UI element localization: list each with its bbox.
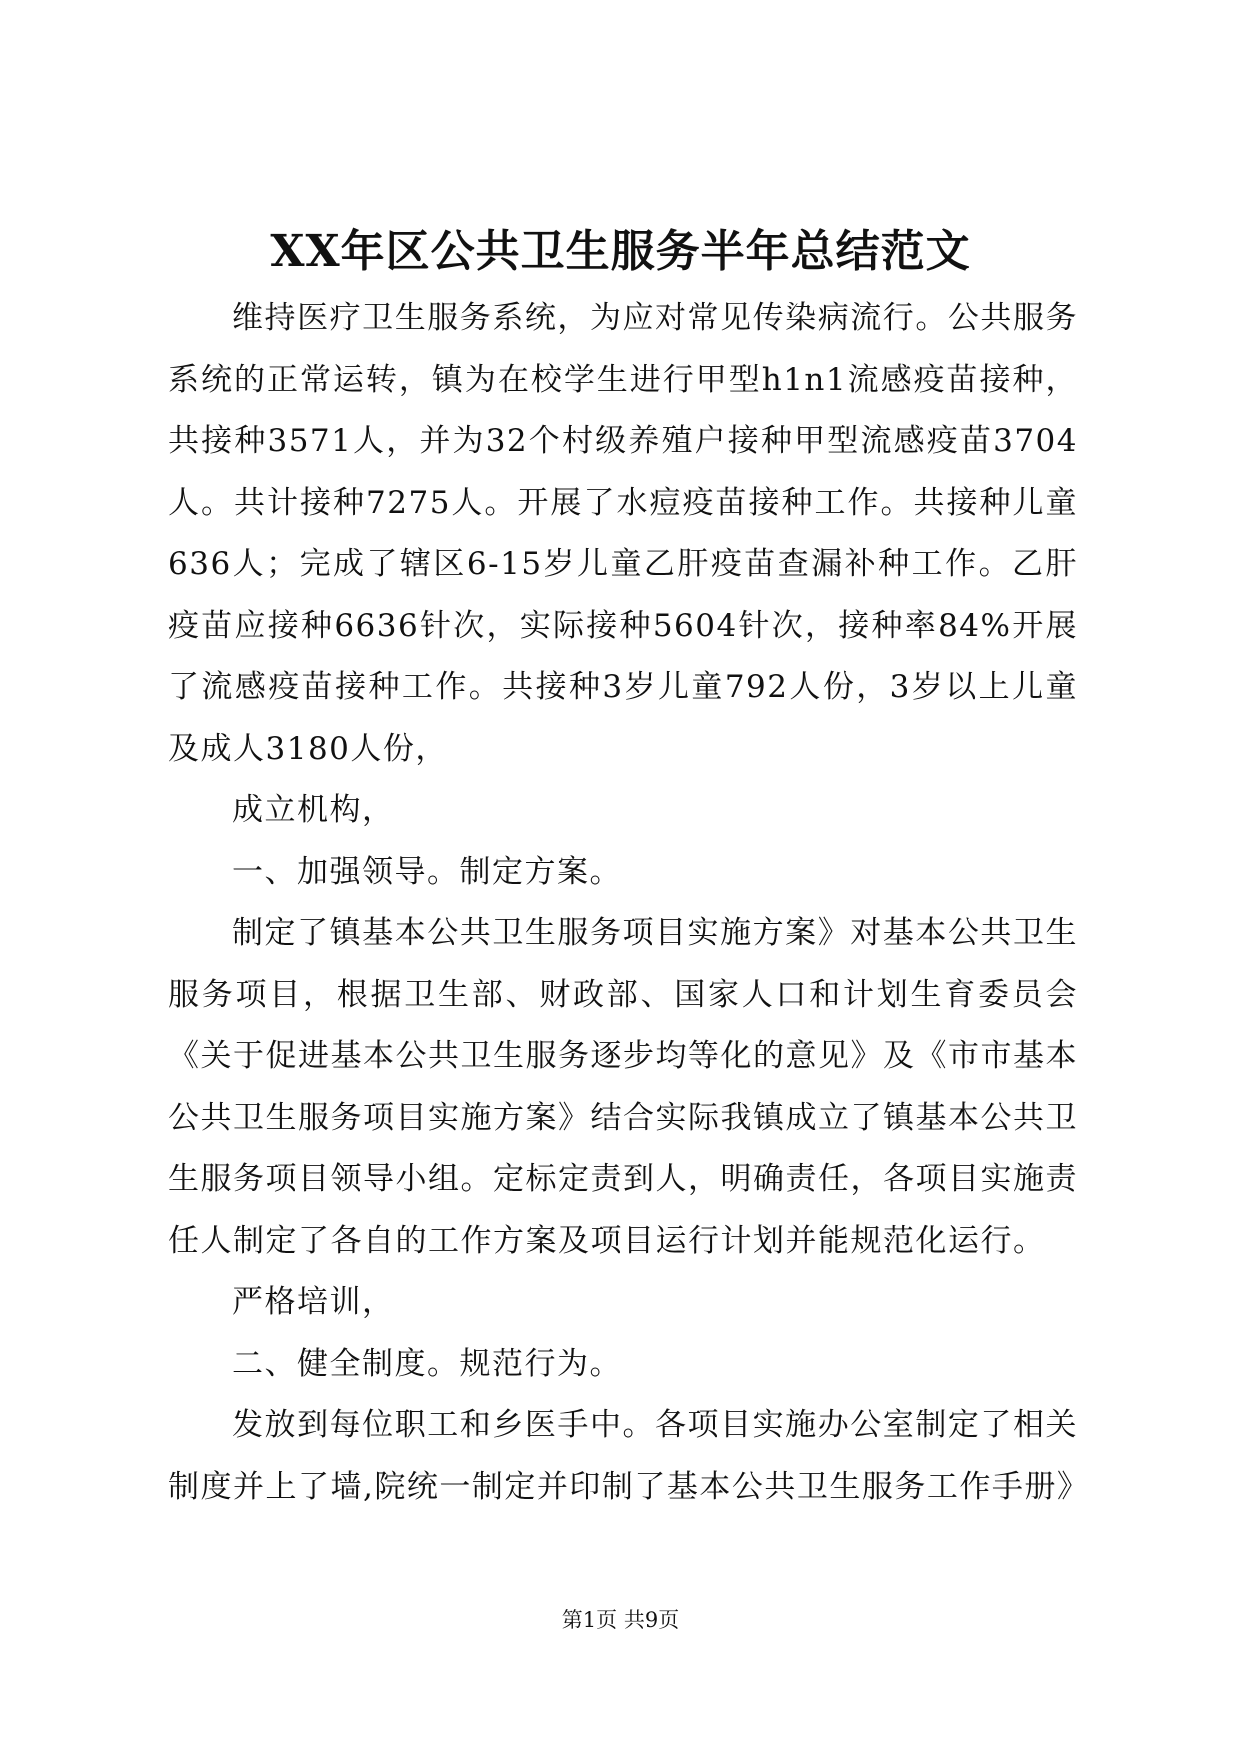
section-heading-systems: 二、健全制度。规范行为。 bbox=[232, 1345, 622, 1382]
document-title: XX年区公共卫生服务半年总结范文 bbox=[270, 226, 971, 277]
paragraph-work-manual: 发放到每位职工和乡医手中。各项目实施办公室制定了相关制度并上了墙,院统一制定并印制了基本公共卫生服务工作手册》 bbox=[168, 1407, 1090, 1505]
paragraph-establish-organization: 成立机构， bbox=[232, 792, 395, 828]
document-body bbox=[168, 288, 1090, 1518]
section-heading-leadership: 一、加强领导。制定方案。 bbox=[232, 853, 622, 890]
paragraph-implementation-plan: 制定了镇基本公共卫生服务项目实施方案》对基本公共卫生服务项目，根据卫生部、财政部、国家人口和计划生育委员会《关于促进基本公共卫生服务逐步均等化的意见》及《市市基本公共卫生服务项目实施方案》结合实际我镇成立了镇基本公共卫生服务项目领导小组。定标定责到人，明确责任，各项目实施责任人制定了各自的工作方案及项目运行计划并能规范化运行。 bbox=[168, 915, 1078, 1259]
paragraph-strict-training: 严格培训， bbox=[232, 1284, 395, 1320]
page-footer: 第1页 共9页 bbox=[561, 1608, 680, 1632]
paragraph-vaccination-summary: 维持医疗卫生服务系统，为应对常见传染病流行。公共服务系统的正常运转，镇为在校学生进行甲型h1n1流感疫苗接种，共接种3571人，并为32个村级养殖户接种甲型流感疫苗3704人。共计接种7275人。开展了水痘疫苗接种工作。共接种儿童636人；完成了辖区6-15岁儿童乙肝疫苗查漏补种工作。乙肝疫苗应接种6636针次，实际接种5604针次，接种率84%开展了流感疫苗接种工作。共接种3岁儿童792人份，3岁以上儿童及成人3180人份， bbox=[168, 300, 1078, 767]
